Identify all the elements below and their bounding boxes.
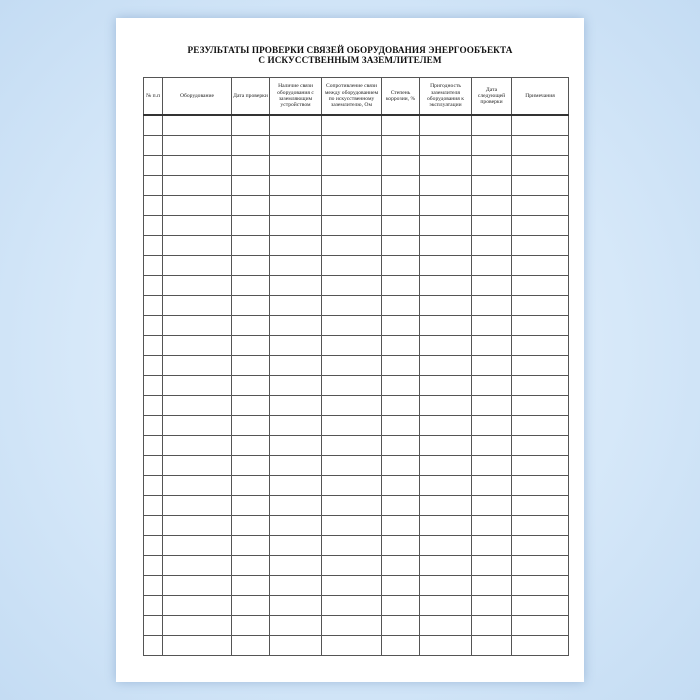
table-cell bbox=[144, 115, 163, 136]
table-cell bbox=[512, 316, 569, 336]
table-cell bbox=[472, 576, 512, 596]
table-row bbox=[144, 316, 569, 336]
table-cell bbox=[512, 636, 569, 656]
table-cell bbox=[144, 136, 163, 156]
table-row bbox=[144, 276, 569, 296]
table-cell bbox=[270, 416, 322, 436]
table-cell bbox=[163, 115, 232, 136]
table-cell bbox=[420, 115, 472, 136]
column-header-number: № п.п bbox=[144, 78, 163, 116]
table-cell bbox=[232, 196, 270, 216]
table-cell bbox=[382, 276, 420, 296]
table-cell bbox=[472, 616, 512, 636]
column-header-check-date: Дата проверки bbox=[232, 78, 270, 116]
table-row bbox=[144, 576, 569, 596]
table-cell bbox=[472, 376, 512, 396]
table-cell bbox=[472, 256, 512, 276]
table-cell bbox=[232, 136, 270, 156]
table-cell bbox=[144, 216, 163, 236]
table-cell bbox=[420, 336, 472, 356]
table-cell bbox=[472, 136, 512, 156]
table-cell bbox=[382, 476, 420, 496]
column-header-equipment: Оборудование bbox=[163, 78, 232, 116]
table-cell bbox=[232, 356, 270, 376]
table-cell bbox=[420, 136, 472, 156]
document-page bbox=[116, 18, 584, 682]
table-cell bbox=[144, 416, 163, 436]
column-header-ground-link: Наличие связи оборудования с заземляющим устройством bbox=[270, 78, 322, 116]
table-cell bbox=[512, 296, 569, 316]
table-cell bbox=[232, 496, 270, 516]
table-cell bbox=[382, 456, 420, 476]
table-cell bbox=[144, 576, 163, 596]
table-cell bbox=[472, 596, 512, 616]
table-row bbox=[144, 596, 569, 616]
table-cell bbox=[322, 536, 382, 556]
table-cell bbox=[163, 236, 232, 256]
table-cell bbox=[163, 436, 232, 456]
table-cell bbox=[270, 156, 322, 176]
table-cell bbox=[382, 216, 420, 236]
table-cell bbox=[322, 616, 382, 636]
table-cell bbox=[512, 236, 569, 256]
table-cell bbox=[163, 636, 232, 656]
table-cell bbox=[472, 316, 512, 336]
table-cell bbox=[232, 596, 270, 616]
table-cell bbox=[144, 536, 163, 556]
table-cell bbox=[420, 316, 472, 336]
column-header-corrosion: Степень коррозии, % bbox=[382, 78, 420, 116]
table-cell bbox=[322, 256, 382, 276]
table-cell bbox=[420, 576, 472, 596]
table-cell bbox=[420, 276, 472, 296]
table-cell bbox=[420, 176, 472, 196]
table-cell bbox=[420, 396, 472, 416]
table-row bbox=[144, 536, 569, 556]
table-cell bbox=[472, 436, 512, 456]
table-cell bbox=[322, 336, 382, 356]
table-cell bbox=[420, 476, 472, 496]
table-cell bbox=[232, 236, 270, 256]
table-cell bbox=[382, 436, 420, 456]
table-cell bbox=[163, 136, 232, 156]
table-cell bbox=[144, 256, 163, 276]
table-cell bbox=[420, 216, 472, 236]
title-line-2: С ИСКУССТВЕННЫМ ЗАЗЕМЛИТЕЛЕМ bbox=[258, 55, 442, 65]
table-cell bbox=[270, 636, 322, 656]
table-cell bbox=[420, 516, 472, 536]
table-cell bbox=[472, 636, 512, 656]
table-cell bbox=[270, 336, 322, 356]
table-cell bbox=[270, 436, 322, 456]
table-cell bbox=[163, 336, 232, 356]
table-cell bbox=[512, 336, 569, 356]
table-row bbox=[144, 115, 569, 136]
table-cell bbox=[144, 356, 163, 376]
table-cell bbox=[144, 476, 163, 496]
table-row bbox=[144, 436, 569, 456]
table-cell bbox=[512, 196, 569, 216]
table-cell bbox=[382, 516, 420, 536]
table-cell bbox=[163, 376, 232, 396]
table-cell bbox=[163, 296, 232, 316]
table-cell bbox=[512, 396, 569, 416]
table-cell bbox=[163, 276, 232, 296]
header-row bbox=[144, 78, 569, 116]
table-cell bbox=[232, 536, 270, 556]
table-cell bbox=[232, 416, 270, 436]
table-cell bbox=[270, 136, 322, 156]
table-row bbox=[144, 616, 569, 636]
table-cell bbox=[382, 236, 420, 256]
table-row bbox=[144, 376, 569, 396]
table-cell bbox=[270, 316, 322, 336]
table-row bbox=[144, 356, 569, 376]
table-cell bbox=[420, 636, 472, 656]
table-cell bbox=[163, 216, 232, 236]
table-cell bbox=[163, 416, 232, 436]
table-cell bbox=[322, 376, 382, 396]
table-cell bbox=[232, 376, 270, 396]
table-cell bbox=[382, 196, 420, 216]
table-cell bbox=[322, 176, 382, 196]
table-cell bbox=[163, 156, 232, 176]
table-cell bbox=[232, 396, 270, 416]
table-cell bbox=[472, 216, 512, 236]
table-cell bbox=[232, 316, 270, 336]
table-cell bbox=[512, 516, 569, 536]
table-cell bbox=[232, 296, 270, 316]
table-cell bbox=[232, 516, 270, 536]
table-cell bbox=[420, 456, 472, 476]
column-header-next-check: Дата следующей проверки bbox=[472, 78, 512, 116]
table-cell bbox=[270, 356, 322, 376]
table-cell bbox=[322, 436, 382, 456]
table-cell bbox=[270, 556, 322, 576]
table-cell bbox=[144, 176, 163, 196]
table-cell bbox=[270, 576, 322, 596]
table-cell bbox=[232, 456, 270, 476]
table-cell bbox=[163, 556, 232, 576]
table-cell bbox=[512, 256, 569, 276]
table-cell bbox=[144, 636, 163, 656]
table-row bbox=[144, 336, 569, 356]
table-cell bbox=[512, 176, 569, 196]
table-cell bbox=[322, 316, 382, 336]
table-row bbox=[144, 636, 569, 656]
table-cell bbox=[270, 516, 322, 536]
table-cell bbox=[382, 636, 420, 656]
table-cell bbox=[382, 416, 420, 436]
table-cell bbox=[512, 436, 569, 456]
table-cell bbox=[322, 115, 382, 136]
table-cell bbox=[512, 456, 569, 476]
table-cell bbox=[270, 115, 322, 136]
table-cell bbox=[144, 376, 163, 396]
table-cell bbox=[420, 596, 472, 616]
table-cell bbox=[322, 456, 382, 476]
table-cell bbox=[512, 496, 569, 516]
table-cell bbox=[382, 396, 420, 416]
table-cell bbox=[322, 416, 382, 436]
table-body bbox=[144, 115, 569, 656]
table-cell bbox=[322, 196, 382, 216]
table-cell bbox=[420, 196, 472, 216]
table-cell bbox=[382, 496, 420, 516]
table-cell bbox=[382, 576, 420, 596]
table-cell bbox=[232, 476, 270, 496]
table-cell bbox=[270, 536, 322, 556]
table-cell bbox=[322, 496, 382, 516]
table-cell bbox=[472, 536, 512, 556]
table-cell bbox=[270, 496, 322, 516]
table-cell bbox=[270, 396, 322, 416]
table-cell bbox=[382, 296, 420, 316]
table-cell bbox=[472, 476, 512, 496]
table-cell bbox=[512, 276, 569, 296]
table-cell bbox=[382, 256, 420, 276]
table-cell bbox=[163, 536, 232, 556]
table-cell bbox=[270, 216, 322, 236]
table-cell bbox=[382, 136, 420, 156]
table-cell bbox=[512, 156, 569, 176]
table-cell bbox=[270, 296, 322, 316]
table-cell bbox=[270, 176, 322, 196]
table-cell bbox=[232, 256, 270, 276]
table-cell bbox=[382, 596, 420, 616]
table-cell bbox=[144, 316, 163, 336]
table-cell bbox=[144, 156, 163, 176]
table-cell bbox=[232, 556, 270, 576]
table-cell bbox=[512, 376, 569, 396]
table-cell bbox=[512, 596, 569, 616]
table-row bbox=[144, 256, 569, 276]
table-cell bbox=[472, 516, 512, 536]
table-cell bbox=[163, 596, 232, 616]
table-cell bbox=[163, 496, 232, 516]
table-cell bbox=[382, 336, 420, 356]
table-cell bbox=[512, 476, 569, 496]
table-cell bbox=[322, 636, 382, 656]
table-cell bbox=[144, 616, 163, 636]
table-cell bbox=[322, 596, 382, 616]
table-cell bbox=[472, 176, 512, 196]
table-cell bbox=[420, 376, 472, 396]
table-cell bbox=[382, 316, 420, 336]
table-cell bbox=[512, 576, 569, 596]
table-cell bbox=[512, 136, 569, 156]
table-cell bbox=[472, 416, 512, 436]
table-cell bbox=[512, 616, 569, 636]
table-cell bbox=[270, 616, 322, 636]
table-row bbox=[144, 396, 569, 416]
table-cell bbox=[232, 636, 270, 656]
table-cell bbox=[144, 236, 163, 256]
column-header-resistance: Сопротивление связи между оборудованием по искусственному заземлителю, Ом bbox=[322, 78, 382, 116]
table-cell bbox=[163, 256, 232, 276]
table-cell bbox=[472, 156, 512, 176]
table-cell bbox=[472, 356, 512, 376]
table-cell bbox=[232, 336, 270, 356]
table-cell bbox=[144, 276, 163, 296]
table-cell bbox=[270, 196, 322, 216]
table-cell bbox=[270, 276, 322, 296]
table-cell bbox=[232, 115, 270, 136]
table-row bbox=[144, 156, 569, 176]
table-cell bbox=[472, 456, 512, 476]
inspection-table bbox=[143, 77, 569, 656]
table-cell bbox=[322, 516, 382, 536]
table-cell bbox=[382, 356, 420, 376]
table-row bbox=[144, 496, 569, 516]
table-cell bbox=[322, 476, 382, 496]
table-cell bbox=[472, 336, 512, 356]
table-cell bbox=[144, 436, 163, 456]
table-cell bbox=[144, 556, 163, 576]
table-cell bbox=[232, 176, 270, 196]
document-title bbox=[116, 45, 584, 65]
table-cell bbox=[512, 416, 569, 436]
table-cell bbox=[144, 296, 163, 316]
column-header-notes: Примечания bbox=[512, 78, 569, 116]
table-cell bbox=[163, 576, 232, 596]
table-cell bbox=[163, 616, 232, 636]
table-cell bbox=[382, 616, 420, 636]
table-cell bbox=[472, 196, 512, 216]
table-cell bbox=[322, 136, 382, 156]
table-cell bbox=[472, 236, 512, 256]
table-cell bbox=[420, 256, 472, 276]
table-cell bbox=[472, 396, 512, 416]
table-cell bbox=[163, 196, 232, 216]
table-cell bbox=[144, 336, 163, 356]
table-cell bbox=[512, 216, 569, 236]
table-cell bbox=[420, 556, 472, 576]
table-cell bbox=[420, 496, 472, 516]
table-cell bbox=[232, 216, 270, 236]
column-header-suitability: Пригодность заземлителя оборудования к эксплуатации bbox=[420, 78, 472, 116]
table-row bbox=[144, 296, 569, 316]
table-cell bbox=[420, 536, 472, 556]
table-cell bbox=[322, 276, 382, 296]
table-cell bbox=[322, 556, 382, 576]
table-cell bbox=[163, 316, 232, 336]
table-cell bbox=[512, 115, 569, 136]
table-cell bbox=[382, 115, 420, 136]
table-row bbox=[144, 456, 569, 476]
table-cell bbox=[163, 356, 232, 376]
table-cell bbox=[512, 536, 569, 556]
table-cell bbox=[420, 356, 472, 376]
table-cell bbox=[472, 276, 512, 296]
table-cell bbox=[144, 196, 163, 216]
table-cell bbox=[163, 396, 232, 416]
table-row bbox=[144, 216, 569, 236]
table-cell bbox=[382, 156, 420, 176]
table-cell bbox=[270, 476, 322, 496]
table-row bbox=[144, 136, 569, 156]
table-cell bbox=[382, 556, 420, 576]
table-cell bbox=[163, 456, 232, 476]
table-row bbox=[144, 196, 569, 216]
table-cell bbox=[382, 176, 420, 196]
table-cell bbox=[420, 416, 472, 436]
table-cell bbox=[163, 176, 232, 196]
table-cell bbox=[420, 236, 472, 256]
table-cell bbox=[232, 156, 270, 176]
table-cell bbox=[322, 576, 382, 596]
table-cell bbox=[382, 536, 420, 556]
table-cell bbox=[270, 596, 322, 616]
table-cell bbox=[322, 156, 382, 176]
table-cell bbox=[420, 616, 472, 636]
table-cell bbox=[322, 396, 382, 416]
table-row bbox=[144, 416, 569, 436]
table-cell bbox=[232, 616, 270, 636]
table-cell bbox=[270, 376, 322, 396]
table-cell bbox=[472, 556, 512, 576]
table-cell bbox=[163, 516, 232, 536]
table-cell bbox=[144, 396, 163, 416]
table-cell bbox=[144, 516, 163, 536]
table-cell bbox=[232, 276, 270, 296]
title-line-1: РЕЗУЛЬТАТЫ ПРОВЕРКИ СВЯЗЕЙ ОБОРУДОВАНИЯ ЭНЕРГООБЪЕКТА bbox=[187, 45, 513, 55]
table-cell bbox=[420, 296, 472, 316]
table-cell bbox=[322, 356, 382, 376]
table-cell bbox=[322, 296, 382, 316]
table-cell bbox=[472, 115, 512, 136]
table-cell bbox=[232, 576, 270, 596]
table-cell bbox=[270, 236, 322, 256]
table-cell bbox=[322, 236, 382, 256]
table-cell bbox=[144, 596, 163, 616]
table-row bbox=[144, 556, 569, 576]
table-cell bbox=[420, 156, 472, 176]
table-cell bbox=[270, 456, 322, 476]
table-cell bbox=[472, 496, 512, 516]
table-cell bbox=[512, 556, 569, 576]
table-cell bbox=[144, 456, 163, 476]
table-cell bbox=[382, 376, 420, 396]
table-cell bbox=[472, 296, 512, 316]
table-cell bbox=[232, 436, 270, 456]
table-cell bbox=[163, 476, 232, 496]
table-cell bbox=[420, 436, 472, 456]
table-cell bbox=[144, 496, 163, 516]
table-cell bbox=[512, 356, 569, 376]
table-row bbox=[144, 476, 569, 496]
table-cell bbox=[322, 216, 382, 236]
table-row bbox=[144, 516, 569, 536]
table-row bbox=[144, 176, 569, 196]
table-row bbox=[144, 236, 569, 256]
table-cell bbox=[270, 256, 322, 276]
